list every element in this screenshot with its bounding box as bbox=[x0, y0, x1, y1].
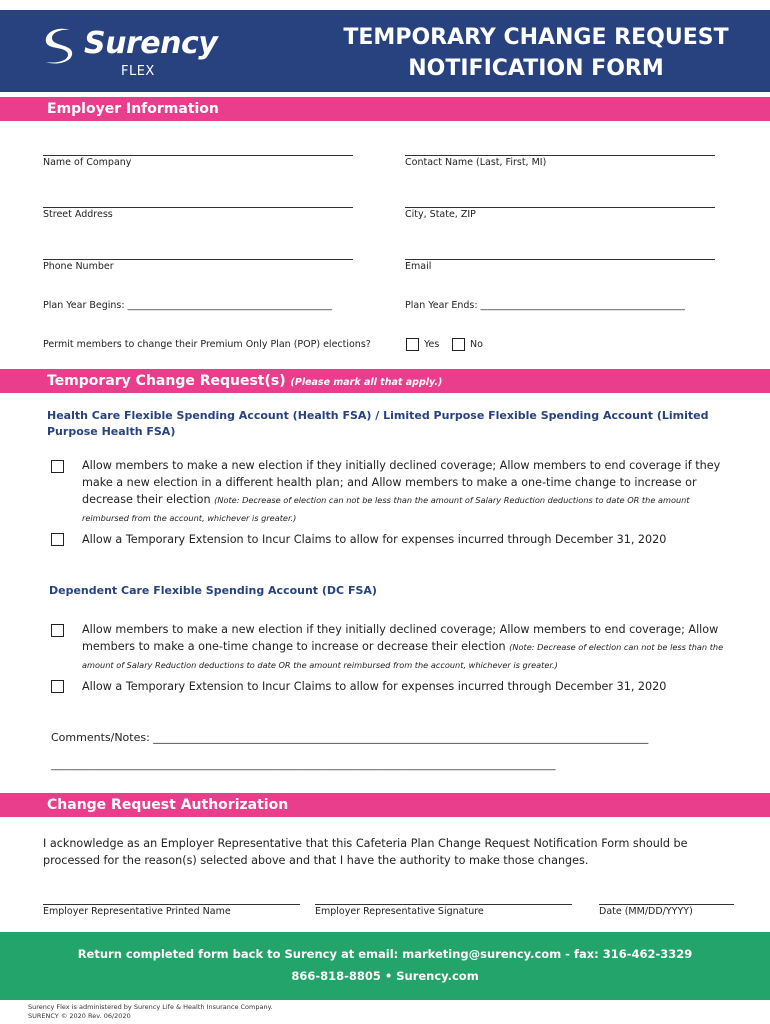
footer-phone-line: 866-818-8805 • Surency.com bbox=[291, 969, 479, 983]
phone-line[interactable] bbox=[43, 259, 353, 260]
pop-no-label: No bbox=[470, 339, 483, 350]
footer-banner bbox=[0, 932, 770, 1000]
health-fsa-heading: Health Care Flexible Spending Account (Health FSA) / Limited Purpose Flexible Spending Account (Limited Purpose Health FSA) bbox=[47, 409, 709, 438]
comments-line-2[interactable]: _______________________________________________________________________________________________________ bbox=[51, 760, 556, 771]
section-heading: Employer Information bbox=[47, 101, 219, 117]
option-note: (Note: Decrease of election can not be less than the amount of Salary Reduction deductions to date OR the amount reimbursed from the account, whichever is greater.) bbox=[82, 642, 724, 670]
dc-fsa-heading: Dependent Care Flexible Spending Account (DC FSA) bbox=[49, 584, 377, 597]
plan-begins-field[interactable]: Plan Year Begins: ___________________________________________ bbox=[43, 300, 332, 311]
dc-fsa-new-election-checkbox[interactable] bbox=[51, 624, 64, 637]
company-label: Name of Company bbox=[43, 157, 132, 168]
city-line[interactable] bbox=[405, 207, 715, 208]
printed-name-label: Employer Representative Printed Name bbox=[43, 906, 231, 917]
authorization-bar bbox=[0, 793, 770, 817]
administered-by-note: Surency Flex is administered by Surency Life & Health Insurance Company. bbox=[28, 1003, 273, 1011]
city-label: City, State, ZIP bbox=[405, 209, 476, 220]
temporary-change-heading: Temporary Change Request(s) bbox=[47, 373, 286, 389]
health-fsa-new-election-text bbox=[82, 457, 732, 527]
logo-subtitle: FLEX bbox=[121, 64, 155, 79]
section-heading bbox=[47, 369, 442, 395]
contact-line[interactable] bbox=[405, 155, 715, 156]
copyright-note: SURENCY © 2020 Rev. 06/2020 bbox=[28, 1012, 131, 1020]
option-text: Allow members to make a new election if they initially declined coverage; Allow members to end coverage; Allow members to make a one-time change to increase or decrease their election bbox=[82, 623, 719, 653]
option-note: (Note: Decrease of election can not be less than the amount of Salary Reduction deductions to date OR the amount reimbursed from the account, whichever is greater.) bbox=[82, 495, 690, 523]
pop-question: Permit members to change their Premium Only Plan (POP) elections? bbox=[43, 339, 371, 350]
street-label: Street Address bbox=[43, 209, 113, 220]
title-line-1: TEMPORARY CHANGE REQUEST bbox=[343, 25, 729, 50]
date-line[interactable] bbox=[599, 904, 734, 905]
phone-label: Phone Number bbox=[43, 261, 114, 272]
signature-label: Employer Representative Signature bbox=[315, 906, 484, 917]
health-fsa-extension-text: Allow a Temporary Extension to Incur Claims to allow for expenses incurred through December 31, 2020 bbox=[82, 533, 667, 546]
dc-fsa-extension-text: Allow a Temporary Extension to Incur Claims to allow for expenses incurred through December 31, 2020 bbox=[82, 680, 667, 693]
section-heading: Change Request Authorization bbox=[47, 797, 289, 813]
option-text: Allow members to make a new election if they initially declined coverage; Allow members to end coverage if they make a new election in a different health plan; and Allow members to make a one-time change to increase or decrease their election bbox=[82, 459, 721, 506]
authorization-statement: I acknowledge as an Employer Representative that this Cafeteria Plan Change Request Notification Form should be processed for the reason(s) selected above and that I have the authority to make those changes. bbox=[43, 837, 688, 867]
date-label: Date (MM/DD/YYYY) bbox=[599, 906, 693, 917]
dc-fsa-extension-checkbox[interactable] bbox=[51, 680, 64, 693]
logo-wordmark: Surency bbox=[84, 26, 218, 61]
street-line[interactable] bbox=[43, 207, 353, 208]
header-banner bbox=[0, 10, 770, 92]
health-fsa-new-election-checkbox[interactable] bbox=[51, 460, 64, 473]
plan-ends-field[interactable]: Plan Year Ends: ___________________________________________ bbox=[405, 300, 685, 311]
contact-label: Contact Name (Last, First, MI) bbox=[405, 157, 547, 168]
title-line-2: NOTIFICATION FORM bbox=[408, 56, 664, 81]
surency-logo bbox=[36, 20, 218, 82]
temporary-change-bar bbox=[0, 369, 770, 393]
pop-yes-label: Yes bbox=[424, 339, 440, 350]
email-line[interactable] bbox=[405, 259, 715, 260]
pop-no-checkbox[interactable] bbox=[452, 338, 465, 351]
email-label: Email bbox=[405, 261, 432, 272]
dc-fsa-new-election-text bbox=[82, 621, 732, 674]
company-line[interactable] bbox=[43, 155, 353, 156]
heading-note: (Please mark all that apply.) bbox=[290, 377, 443, 388]
printed-name-line[interactable] bbox=[43, 904, 300, 905]
pop-yes-checkbox[interactable] bbox=[406, 338, 419, 351]
employer-info-bar bbox=[0, 97, 770, 121]
signature-line[interactable] bbox=[315, 904, 572, 905]
footer-contact-line: Return completed form back to Surency at email: marketing@surency.com - fax: 316-462-3329 bbox=[77, 947, 693, 961]
swoosh-icon bbox=[36, 24, 80, 68]
form-title bbox=[316, 22, 756, 84]
health-fsa-extension-checkbox[interactable] bbox=[51, 533, 64, 546]
comments-field[interactable]: Comments/Notes: __________________________________________________________________________________________ bbox=[51, 731, 649, 744]
